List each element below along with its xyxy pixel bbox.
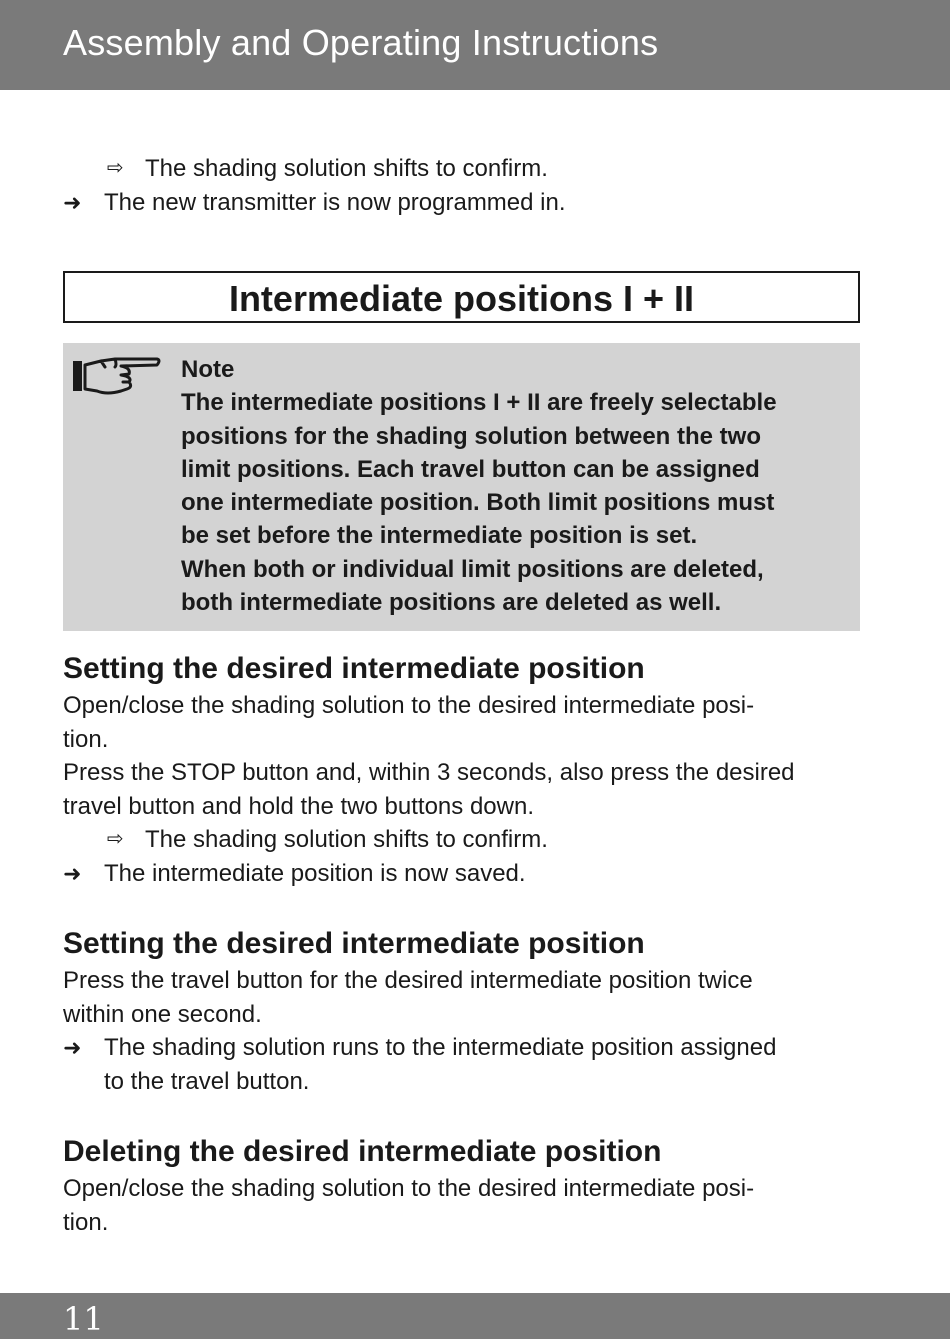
section-heading: Setting the desired intermediate position [63, 652, 645, 686]
section-title: Intermediate positions I + II [63, 271, 860, 323]
result-text: The shading solution runs to the intermediate position assigned [104, 1034, 777, 1062]
note-box [63, 343, 860, 631]
paragraph-line: Press the STOP button and, within 3 seconds, also press the desired [63, 759, 795, 787]
solid-arrow-icon: ➜ [63, 189, 82, 215]
paragraph-line: tion. [63, 1208, 109, 1236]
result-line [63, 186, 860, 220]
note-line: one intermediate position. Both limit positions must [181, 489, 775, 517]
paragraph-line: Press the travel button for the desired intermediate position twice [63, 967, 753, 995]
paragraph-line: Open/close the shading solution to the desired intermediate posi- [63, 1175, 755, 1203]
note-line: The intermediate positions I + II are freely selectable [181, 389, 777, 417]
step-result [63, 152, 860, 186]
note-line: When both or individual limit positions are deleted, [181, 555, 764, 583]
solid-arrow-icon: ➜ [63, 860, 82, 886]
paragraph-line: Open/close the shading solution to the desired intermediate posi- [63, 692, 755, 720]
section-heading: Deleting the desired intermediate position [63, 1135, 662, 1169]
page-header [0, 0, 950, 90]
note-line: limit positions. Each travel button can be assigned [181, 455, 760, 483]
paragraph-line: tion. [63, 725, 109, 753]
step-result [63, 823, 860, 857]
hollow-arrow-icon: ⇨ [107, 828, 124, 851]
note-line: positions for the shading solution between the two [181, 422, 761, 450]
note-heading: Note [181, 356, 235, 383]
result-text: The intermediate position is now saved. [104, 859, 526, 887]
pointing-hand-icon [71, 355, 163, 401]
hollow-arrow-icon: ⇨ [107, 157, 124, 179]
result-text: The new transmitter is now programmed in. [104, 188, 566, 216]
solid-arrow-icon: ➜ [63, 1035, 82, 1061]
section-heading: Setting the desired intermediate position [63, 927, 645, 961]
paragraph-line: travel button and hold the two buttons down. [63, 792, 534, 820]
page-content [63, 152, 860, 1239]
page-footer [0, 1293, 950, 1339]
result-line [63, 1031, 860, 1098]
step-result-text: The shading solution shifts to confirm. [145, 826, 548, 854]
note-line: be set before the intermediate position is set. [181, 522, 698, 550]
page-number: 11 [63, 1300, 104, 1338]
header-title: Assembly and Operating Instructions [63, 22, 659, 63]
result-text: to the travel button. [104, 1067, 310, 1095]
result-line [63, 857, 860, 891]
note-line: both intermediate positions are deleted as well. [181, 589, 722, 617]
step-result-text: The shading solution shifts to confirm. [145, 155, 548, 182]
paragraph-line: within one second. [63, 1000, 262, 1028]
